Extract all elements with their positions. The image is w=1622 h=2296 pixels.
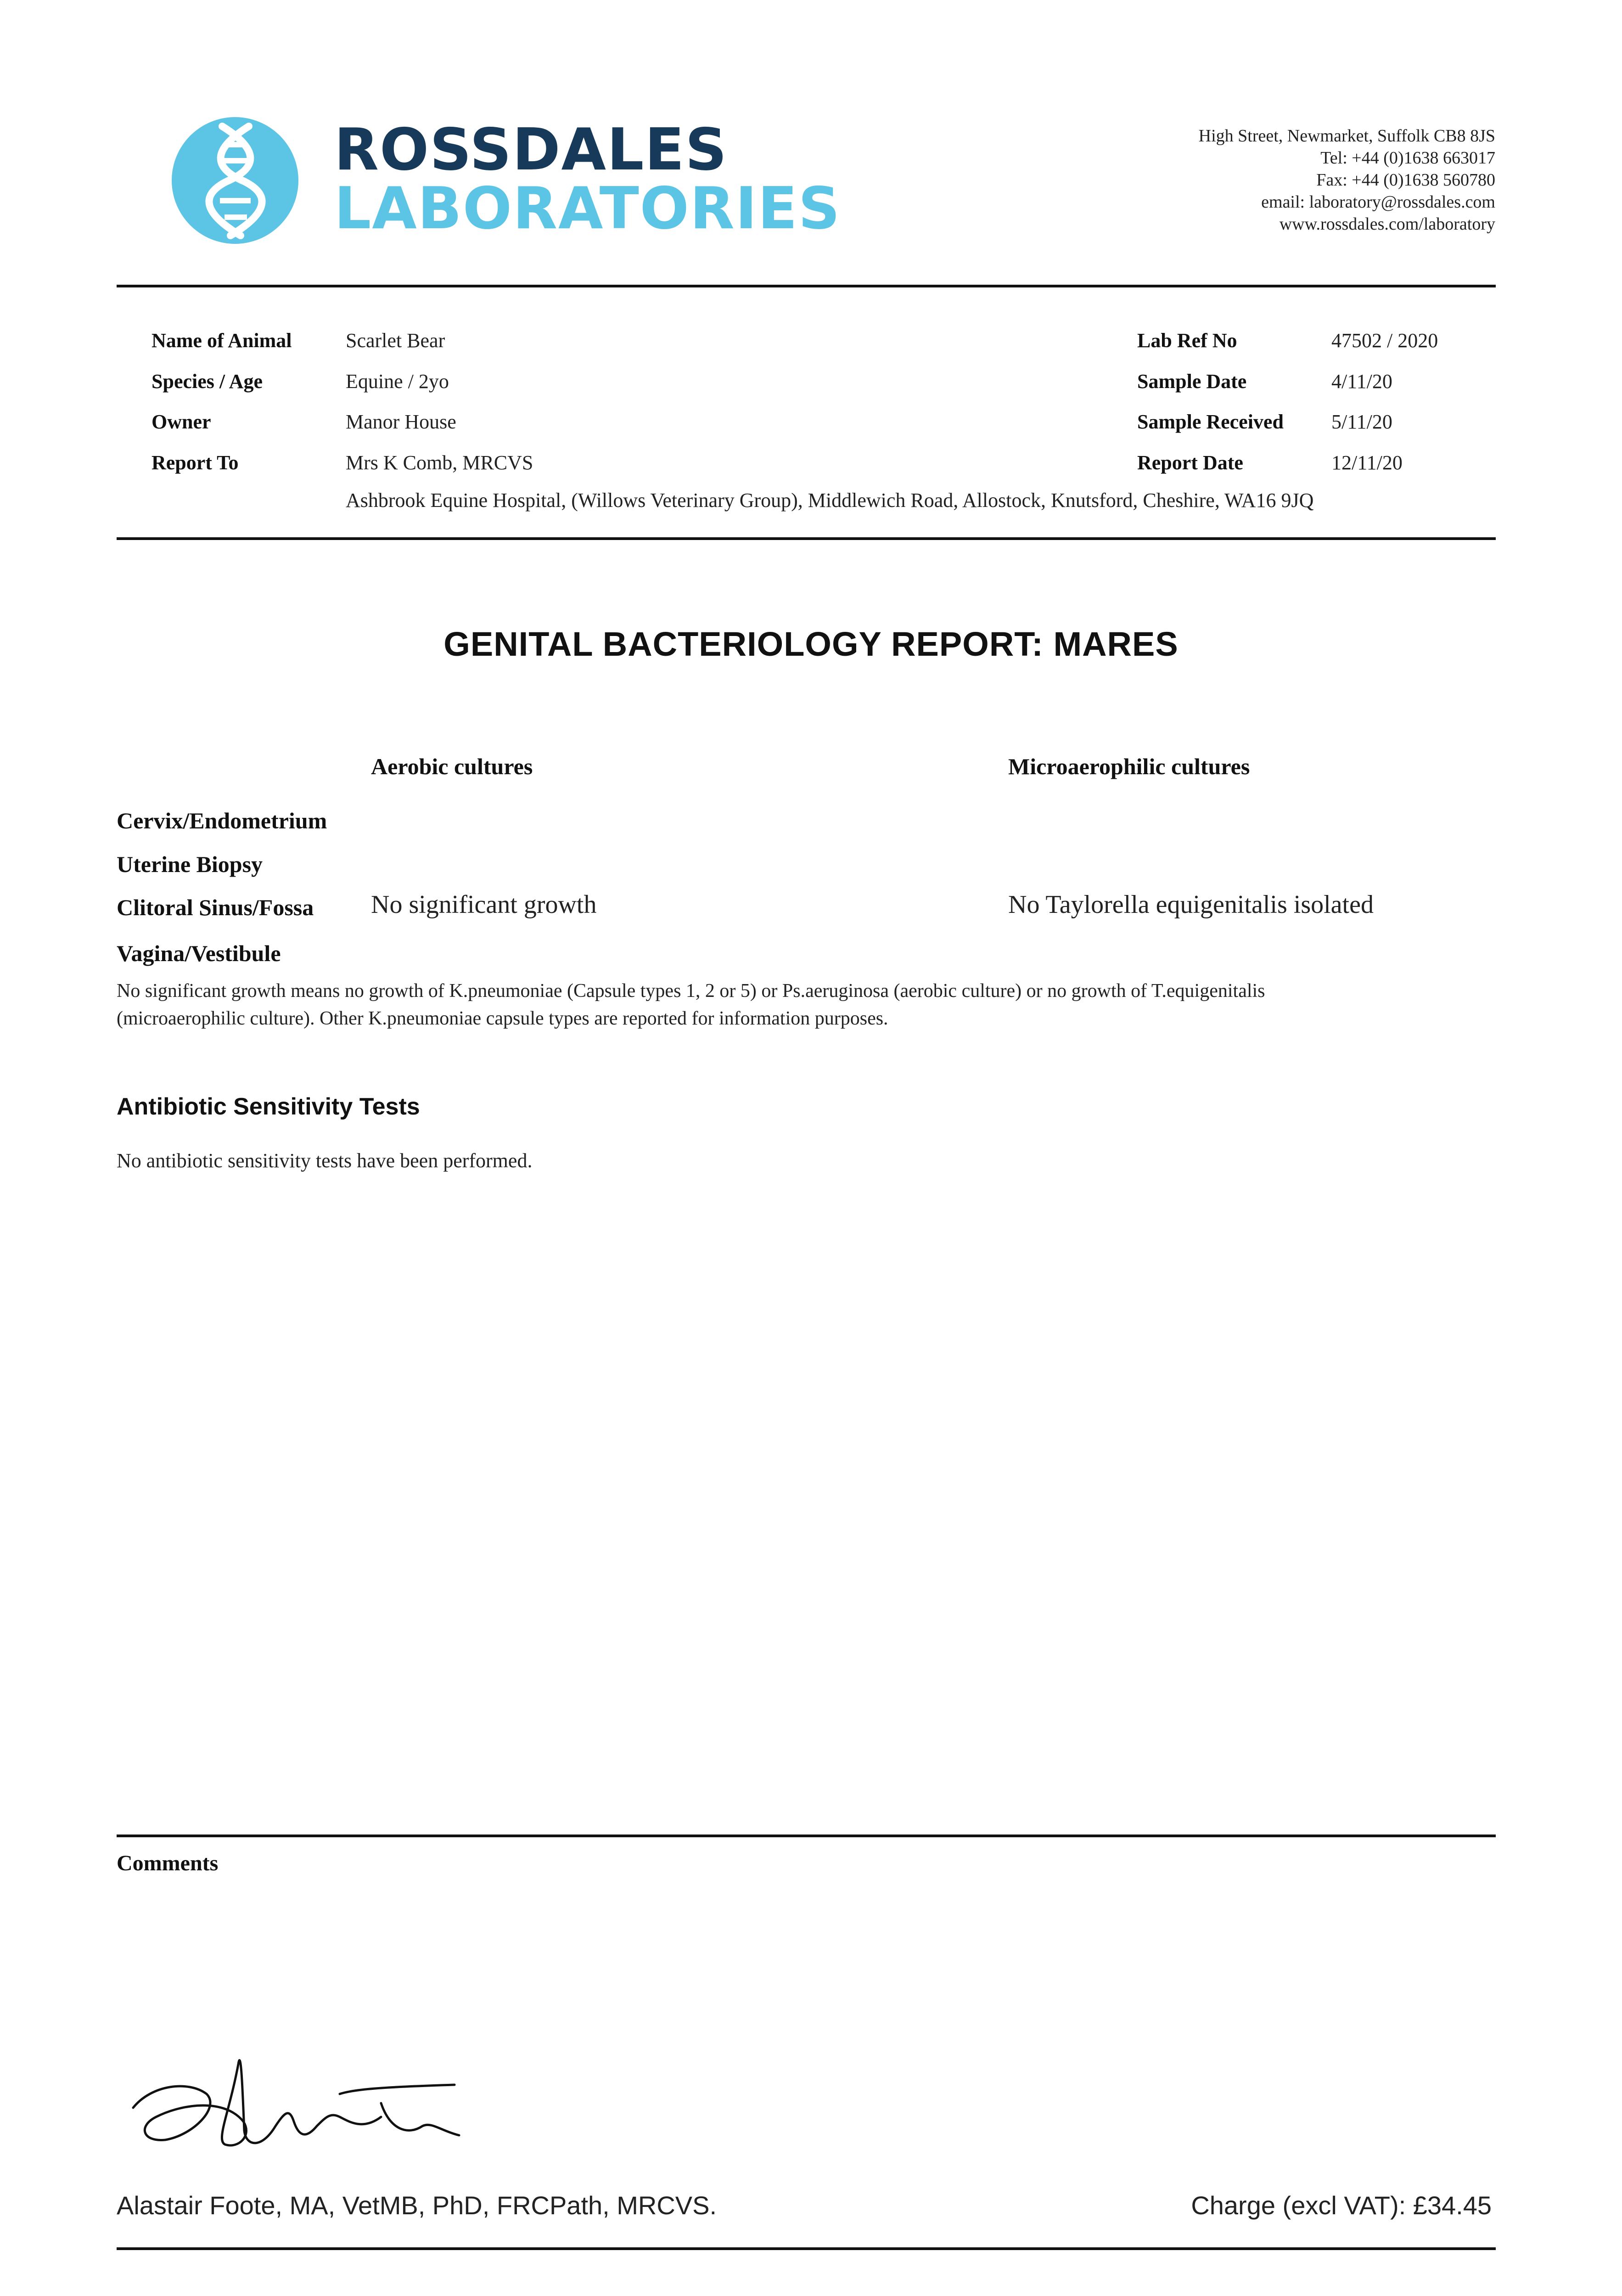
- antibiotic-sensitivity-text: No antibiotic sensitivity tests have been performed.: [117, 1149, 533, 1172]
- site-vagina-vestibule: Vagina/Vestibule: [117, 940, 281, 966]
- site-uterine-biopsy: Uterine Biopsy: [117, 851, 263, 877]
- name-of-animal-label: Name of Animal: [152, 329, 292, 352]
- site-clitoral-sinus-fossa: Clitoral Sinus/Fossa: [117, 895, 314, 920]
- lab-ref-value: 47502 / 2020: [1331, 329, 1438, 352]
- address-website: www.rossdales.com/laboratory: [1279, 214, 1495, 234]
- address-email: email: laboratory@rossdales.com: [1261, 192, 1495, 212]
- details-divider: [117, 537, 1496, 540]
- sample-received-label: Sample Received: [1137, 411, 1284, 433]
- brand-name-line2: LABORATORIES: [334, 174, 841, 242]
- antibiotic-sensitivity-heading: Antibiotic Sensitivity Tests: [117, 1093, 420, 1120]
- report-title: GENITAL BACTERIOLOGY REPORT: MARES: [443, 625, 1179, 663]
- aerobic-cultures-heading: Aerobic cultures: [371, 754, 533, 779]
- signature-image: [124, 2043, 473, 2163]
- comments-heading: Comments: [117, 1851, 219, 1875]
- report-date-value: 12/11/20: [1331, 451, 1403, 474]
- owner-label: Owner: [152, 411, 211, 433]
- signatory-name: Alastair Foote, MA, VetMB, PhD, FRCPath, MRCVS.: [117, 2191, 717, 2220]
- comments-divider: [117, 1835, 1496, 1837]
- sample-received-value: 5/11/20: [1331, 411, 1392, 433]
- site-cervix-endometrium: Cervix/Endometrium: [117, 808, 327, 833]
- result-footnote: [117, 977, 1499, 1032]
- address-phone: Tel: +44 (0)1638 663017: [1320, 148, 1495, 168]
- species-age-label: Species / Age: [152, 370, 263, 393]
- aerobic-result: No significant growth: [371, 890, 597, 919]
- brand-name-line1: ROSSDALES: [334, 116, 728, 183]
- address-fax: Fax: +44 (0)1638 560780: [1316, 170, 1495, 190]
- report-to-label: Report To: [152, 451, 239, 474]
- dna-helix-icon: [172, 117, 298, 244]
- charge-amount: Charge (excl VAT): £34.45: [1191, 2191, 1492, 2220]
- owner-value: Manor House: [346, 411, 456, 433]
- species-age-value: Equine / 2yo: [346, 370, 449, 393]
- lab-address: [1199, 125, 1495, 235]
- report-date-label: Report Date: [1137, 451, 1243, 474]
- microaerophilic-cultures-heading: Microaerophilic cultures: [1008, 754, 1250, 779]
- footnote-line: (microaerophilic culture). Other K.pneumoniae capsule types are reported for information purposes.: [117, 1008, 888, 1029]
- microaerophilic-result: No Taylorella equigenitalis isolated: [1008, 890, 1374, 919]
- sample-date-label: Sample Date: [1137, 370, 1247, 393]
- footer-divider: [117, 2247, 1496, 2250]
- footnote-line: No significant growth means no growth of K.pneumoniae (Capsule types 1, 2 or 5) or Ps.aeruginosa (aerobic culture) or no growth of T.equigenitalis: [117, 980, 1265, 1002]
- header-divider: [117, 285, 1496, 287]
- sample-date-value: 4/11/20: [1331, 370, 1392, 393]
- name-of-animal-value: Scarlet Bear: [346, 329, 445, 352]
- report-to-address: Ashbrook Equine Hospital, (Willows Veterinary Group), Middlewich Road, Allostock, Knutsford, Cheshire, WA16 9JQ: [346, 489, 1314, 512]
- lab-ref-label: Lab Ref No: [1137, 329, 1237, 352]
- address-line: High Street, Newmarket, Suffolk CB8 8JS: [1198, 126, 1495, 146]
- report-to-value: Mrs K Comb, MRCVS: [346, 451, 533, 474]
